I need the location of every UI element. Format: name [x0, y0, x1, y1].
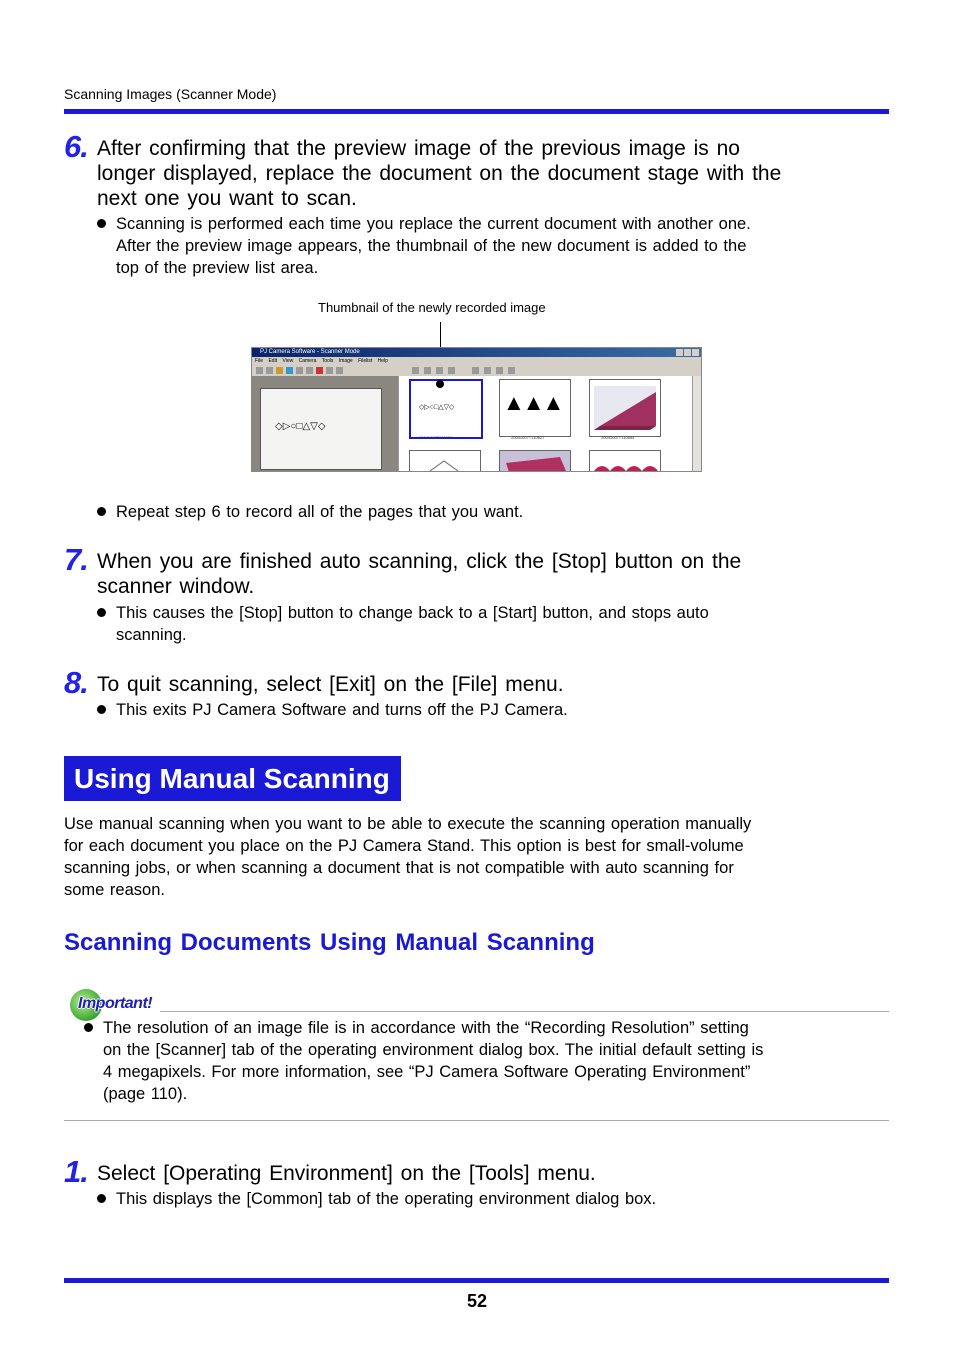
thumbnail-chart — [589, 379, 661, 437]
para-line: Use manual scanning when you want to be able to execute the scanning operation manually — [64, 815, 752, 833]
chart-thumbnail-icon — [590, 380, 660, 436]
bullet-dot — [97, 1194, 106, 1203]
para-line: some reason. — [64, 881, 165, 899]
step-1-number: 1. — [64, 1154, 88, 1189]
step-6-number: 6. — [64, 129, 88, 164]
page-number: 52 — [466, 1291, 488, 1311]
bullet-line: 4 megapixels. For more information, see “PJ Camera Software Operating Environment” — [103, 1063, 751, 1081]
window-buttons — [676, 349, 699, 356]
menu-item: Edit — [268, 358, 278, 364]
important-bottom-rule — [64, 1120, 889, 1121]
step-1-bullet-1 — [116, 1188, 656, 1210]
bullet-line: Repeat step 6 to record all of the pages that you want. — [116, 503, 524, 521]
bullet-dot — [97, 608, 106, 617]
menu-item: Camera — [298, 358, 317, 364]
menu-item: Tools — [321, 358, 334, 364]
menu-item: Image — [338, 358, 353, 364]
preview-area — [252, 376, 398, 472]
menu-item: File — [255, 358, 264, 364]
preview-document — [260, 388, 382, 470]
bullet-line: This displays the [Common] tab of the operating environment dialog box. — [116, 1190, 657, 1208]
window-titlebar — [252, 348, 701, 357]
toolbar-icon — [448, 367, 455, 374]
toolbar-icon — [336, 367, 343, 374]
scanner-window-screenshot — [251, 347, 702, 472]
toolbar-icon — [296, 367, 303, 374]
bullet-dot — [84, 1023, 93, 1032]
window-title: PJ Camera Software - Scanner Mode — [260, 349, 360, 355]
bullet-dot — [97, 507, 106, 516]
step-7-text — [97, 549, 741, 599]
section-heading — [64, 756, 401, 801]
step-8-text: To quit scanning, select [Exit] on the [File] menu. — [97, 673, 564, 696]
thumbnail-chart-icon — [500, 451, 570, 472]
toolbar-icon — [508, 367, 515, 374]
header-rule — [64, 109, 889, 114]
step-8-bullet-1 — [116, 699, 568, 721]
thumbnail-list — [398, 376, 701, 471]
section-intro — [64, 813, 751, 901]
toolbar-icon — [412, 367, 419, 374]
close-icon — [692, 349, 699, 356]
menu-item: View — [282, 358, 294, 364]
menu-item: Filelist — [358, 358, 373, 364]
subheading: Scanning Documents Using Manual Scanning — [64, 929, 595, 956]
step-6-bullet-2 — [116, 501, 523, 523]
bullet-line: scanning. — [116, 626, 187, 644]
footer-rule — [64, 1278, 889, 1283]
toolbar-icon — [326, 367, 333, 374]
step-6-line: After confirming that the preview image of the previous image is no — [97, 137, 740, 160]
para-line: scanning jobs, or when scanning a document that is not compatible with auto scanning for — [64, 859, 734, 877]
important-label: Important! — [78, 995, 153, 1012]
thumbnail-drawing-icon — [410, 451, 480, 472]
window-menubar — [252, 357, 701, 365]
step-7-bullet-1 — [116, 602, 709, 646]
important-bullet — [103, 1017, 763, 1105]
step-7-line: scanner window. — [97, 575, 255, 598]
toolbar-icon — [484, 367, 491, 374]
toolbar-icon — [436, 367, 443, 374]
toolbar-icon — [286, 367, 293, 374]
bullet-line: The resolution of an image file is in accordance with the “Recording Resolution” setting — [103, 1019, 749, 1037]
step-8-number: 8. — [64, 665, 88, 700]
bullet-line: Scanning is performed each time you replace the current document with another one. — [116, 215, 751, 233]
toolbar-icon — [496, 367, 503, 374]
menu-item: Help — [377, 358, 388, 364]
preview-document-shapes: ◇▷○□△▽◇ — [275, 421, 326, 432]
bullet-line: top of the preview list area. — [116, 259, 319, 277]
thumbnail — [499, 379, 571, 437]
toolbar-icon — [316, 367, 323, 374]
thumbnail-label: 20041007T110827 — [511, 435, 545, 440]
thumbnail-wave-icon — [590, 451, 660, 472]
thumbnail-shapes: ▲▲▲ — [503, 390, 563, 415]
important-top-rule — [160, 1011, 889, 1012]
toolbar-icon — [306, 367, 313, 374]
thumbnail — [409, 450, 481, 472]
step-6-line: longer displayed, replace the document on the document stage with the — [97, 162, 782, 185]
bullet-line: on the [Scanner] tab of the operating environment dialog box. The initial default setting is — [103, 1041, 764, 1059]
thumbnail-label: 20041007T110853 — [419, 435, 453, 440]
step-1-text: Select [Operating Environment] on the [Tools] menu. — [97, 1162, 596, 1185]
bullet-dot — [97, 705, 106, 714]
thumbnail-shapes: ◇▷○□△▽◇ — [419, 404, 455, 411]
bullet-dot — [97, 219, 106, 228]
thumbnail-label: 20041007T110854 — [601, 435, 635, 440]
toolbar-icon — [472, 367, 479, 374]
minimize-icon — [676, 349, 683, 356]
toolbar-icon — [276, 367, 283, 374]
toolbar-icon — [256, 367, 263, 374]
para-line: for each document you place on the PJ Camera Stand. This option is best for small-volume — [64, 837, 744, 855]
thumbnail-scrollbar — [692, 376, 701, 471]
running-title: Scanning Images (Scanner Mode) — [64, 86, 277, 102]
step-6-bullet-1 — [116, 213, 751, 279]
step-6-line: next one you want to scan. — [97, 187, 357, 210]
maximize-icon — [684, 349, 691, 356]
thumbnail — [589, 450, 661, 472]
caption-pointer-dot — [436, 380, 444, 388]
thumbnail — [499, 450, 571, 472]
figure-caption: Thumbnail of the newly recorded image — [318, 300, 546, 315]
bullet-line: (page 110). — [103, 1085, 188, 1103]
bullet-line: This exits PJ Camera Software and turns off the PJ Camera. — [116, 701, 568, 719]
toolbar-icon — [266, 367, 273, 374]
step-6-text — [97, 136, 781, 211]
step-7-line: When you are finished auto scanning, click the [Stop] button on the — [97, 550, 742, 573]
step-7-number: 7. — [64, 542, 88, 577]
thumbnail-new — [409, 379, 483, 439]
toolbar-icon — [424, 367, 431, 374]
bullet-line: This causes the [Stop] button to change back to a [Start] button, and stops auto — [116, 604, 709, 622]
section-title: Using Manual Scanning — [74, 762, 390, 794]
bullet-line: After the preview image appears, the thumbnail of the new document is added to the — [116, 237, 747, 255]
